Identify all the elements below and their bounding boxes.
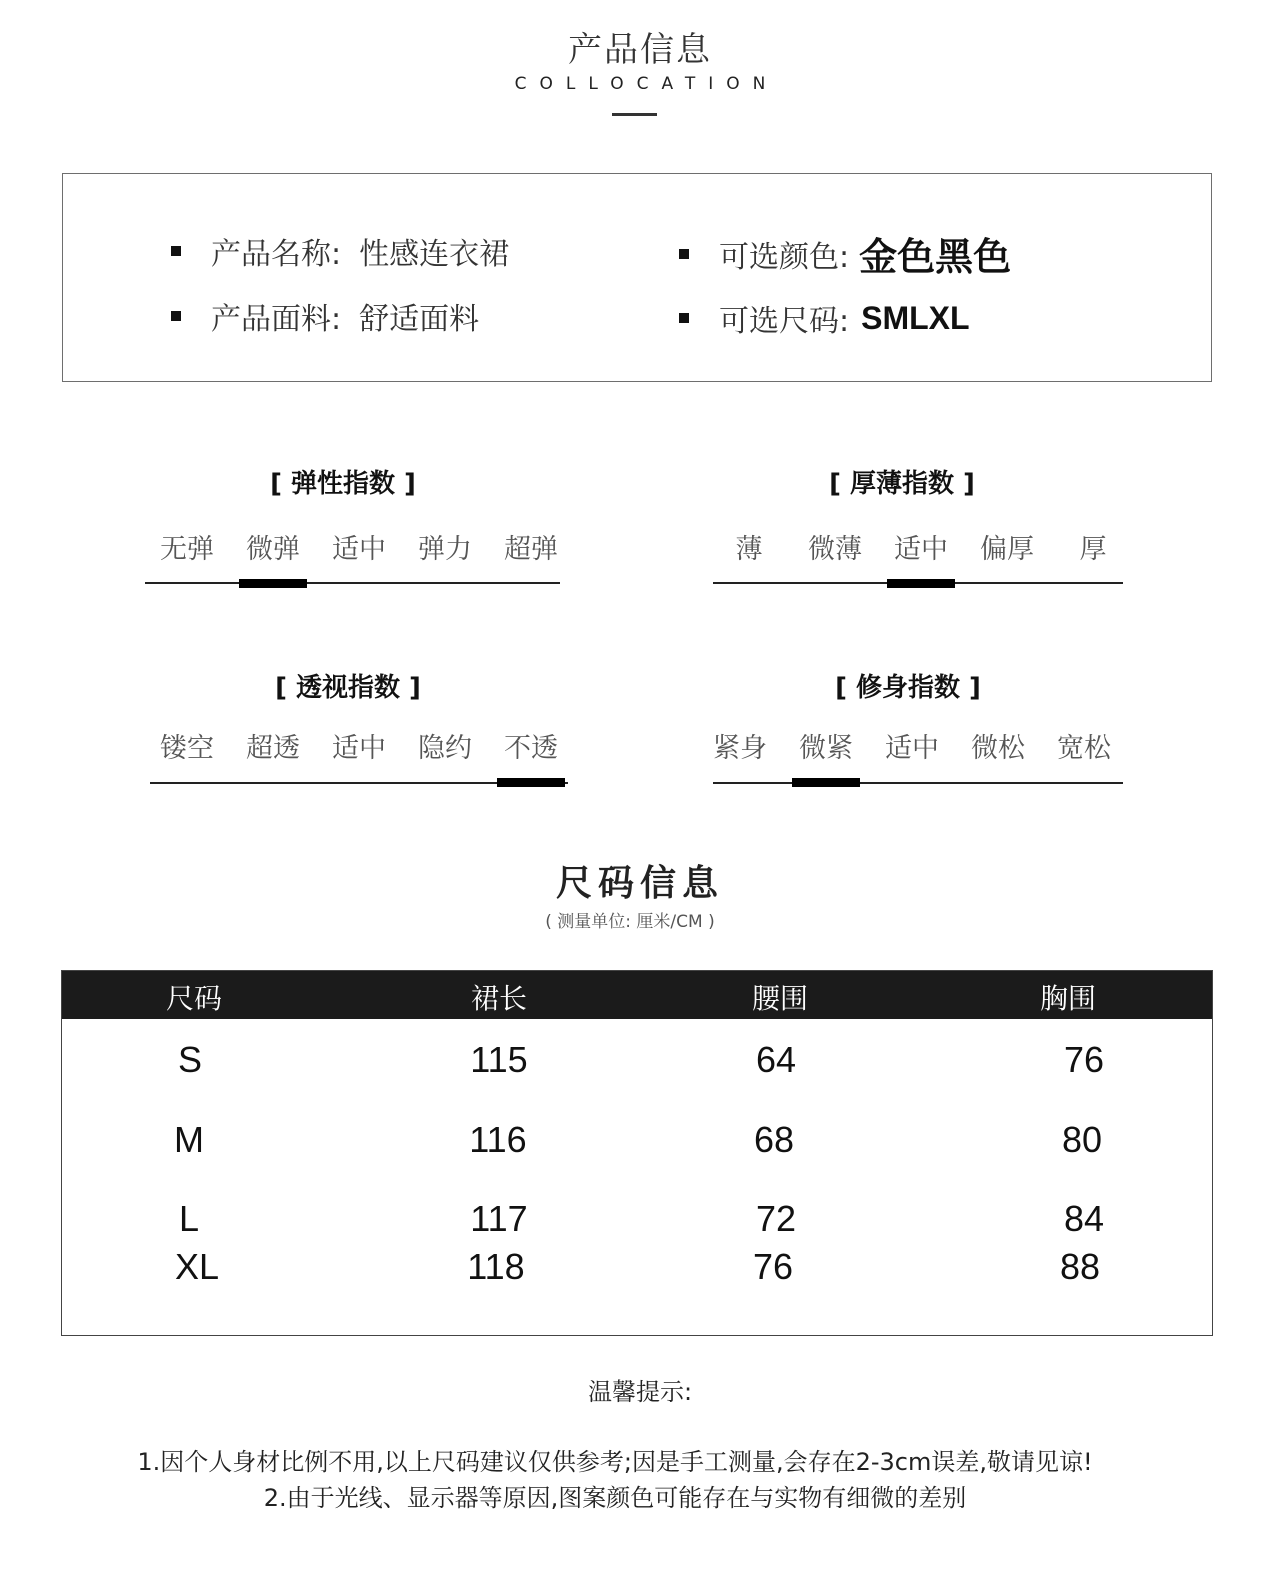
size-unit-note: ( 测量单位: 厘米/CM ) bbox=[545, 912, 715, 932]
note-item: 1.因个人身材比例不用,以上尺码建议仅供参考;因是手工测量,会存在2-3cm误差,敬请见谅! bbox=[137, 1448, 1093, 1476]
table-cell: 84 bbox=[1063, 1198, 1105, 1239]
title-divider bbox=[612, 113, 657, 116]
transparency-option: 适中 bbox=[332, 733, 386, 764]
column-header: 尺码 bbox=[165, 982, 222, 1015]
product-name-row bbox=[171, 229, 509, 273]
product-fabric-value: 舒适面料 bbox=[359, 302, 480, 337]
thickness-option: 薄 bbox=[735, 534, 763, 565]
page-subtitle: COLLOCATION bbox=[514, 74, 779, 94]
fit-index-title: [ 修身指数 ] bbox=[835, 673, 981, 703]
product-color-value: 金色黑色 bbox=[859, 235, 1012, 279]
product-size-label: 可选尺码: bbox=[719, 304, 850, 339]
product-name-value: 性感连衣裙 bbox=[359, 237, 510, 272]
fit-option: 微松 bbox=[971, 733, 1025, 764]
elasticity-scale-line bbox=[145, 582, 560, 584]
thickness-options bbox=[706, 527, 1136, 566]
thickness-index-title: [ 厚薄指数 ] bbox=[829, 469, 975, 499]
table-cell: 115 bbox=[470, 1039, 528, 1080]
table-cell: 76 bbox=[1063, 1039, 1105, 1080]
bullet-icon bbox=[171, 246, 181, 256]
transparency-option: 超透 bbox=[246, 733, 300, 764]
page-title: 产品信息 bbox=[568, 30, 712, 70]
fit-option: 紧身 bbox=[713, 733, 767, 764]
elasticity-option: 无弹 bbox=[160, 534, 214, 565]
elasticity-option: 适中 bbox=[332, 534, 386, 565]
elasticity-option: 微弹 bbox=[246, 534, 300, 565]
table-cell: 72 bbox=[755, 1198, 797, 1239]
transparency-option: 镂空 bbox=[160, 733, 214, 764]
product-fabric-label: 产品面料: bbox=[211, 302, 342, 337]
bullet-icon bbox=[679, 249, 689, 259]
product-size-value: SMLXL bbox=[861, 299, 970, 336]
bullet-icon bbox=[171, 311, 181, 321]
product-color-row bbox=[679, 226, 1011, 281]
thickness-selected-marker bbox=[887, 579, 955, 588]
elasticity-option: 超弹 bbox=[504, 534, 558, 565]
table-cell: S bbox=[177, 1039, 202, 1080]
size-info-title: 尺码信息 bbox=[555, 863, 724, 904]
elasticity-options bbox=[144, 527, 574, 566]
transparency-index-title: [ 透视指数 ] bbox=[275, 673, 421, 703]
transparency-options bbox=[144, 726, 574, 765]
transparency-selected-marker bbox=[497, 778, 565, 787]
table-cell: XL bbox=[174, 1246, 220, 1287]
thickness-option: 微薄 bbox=[808, 534, 862, 565]
elasticity-index-title: [ 弹性指数 ] bbox=[270, 469, 416, 499]
product-name-label: 产品名称: bbox=[211, 237, 342, 272]
fit-selected-marker bbox=[792, 778, 860, 787]
fit-option: 宽松 bbox=[1057, 733, 1111, 764]
fit-option: 微紧 bbox=[799, 733, 853, 764]
product-info-box bbox=[62, 173, 1212, 382]
table-cell: 116 bbox=[469, 1119, 527, 1160]
column-header: 胸围 bbox=[1039, 982, 1096, 1015]
thickness-option: 适中 bbox=[894, 534, 948, 565]
fit-option: 适中 bbox=[885, 733, 939, 764]
table-cell: 118 bbox=[467, 1246, 525, 1287]
table-cell: 88 bbox=[1059, 1246, 1101, 1287]
note-item: 2.由于光线、显示器等原因,图案颜色可能存在与实物有细微的差别 bbox=[263, 1484, 967, 1512]
column-header: 裙长 bbox=[470, 982, 527, 1015]
table-cell: 80 bbox=[1061, 1119, 1103, 1160]
thickness-option: 偏厚 bbox=[980, 534, 1034, 565]
table-cell: M bbox=[174, 1119, 204, 1160]
table-cell: 76 bbox=[752, 1246, 794, 1287]
product-size-row bbox=[679, 296, 970, 340]
fit-options bbox=[697, 726, 1127, 765]
table-cell: 68 bbox=[753, 1119, 795, 1160]
bullet-icon bbox=[679, 313, 689, 323]
transparency-option: 不透 bbox=[504, 733, 558, 764]
transparency-option: 隐约 bbox=[418, 733, 472, 764]
product-fabric-row bbox=[171, 294, 479, 338]
thickness-option: 厚 bbox=[1079, 534, 1107, 565]
product-color-label: 可选颜色: bbox=[719, 239, 850, 275]
size-table bbox=[61, 970, 1213, 1336]
table-cell: L bbox=[178, 1198, 200, 1239]
table-header bbox=[62, 971, 1212, 1019]
fit-scale-line bbox=[713, 782, 1123, 784]
notes-title: 温馨提示: bbox=[587, 1378, 693, 1406]
column-header: 腰围 bbox=[751, 982, 808, 1015]
elasticity-option: 弹力 bbox=[418, 534, 472, 565]
table-cell: 64 bbox=[755, 1039, 797, 1080]
table-cell: 117 bbox=[470, 1198, 528, 1239]
elasticity-selected-marker bbox=[239, 579, 307, 588]
